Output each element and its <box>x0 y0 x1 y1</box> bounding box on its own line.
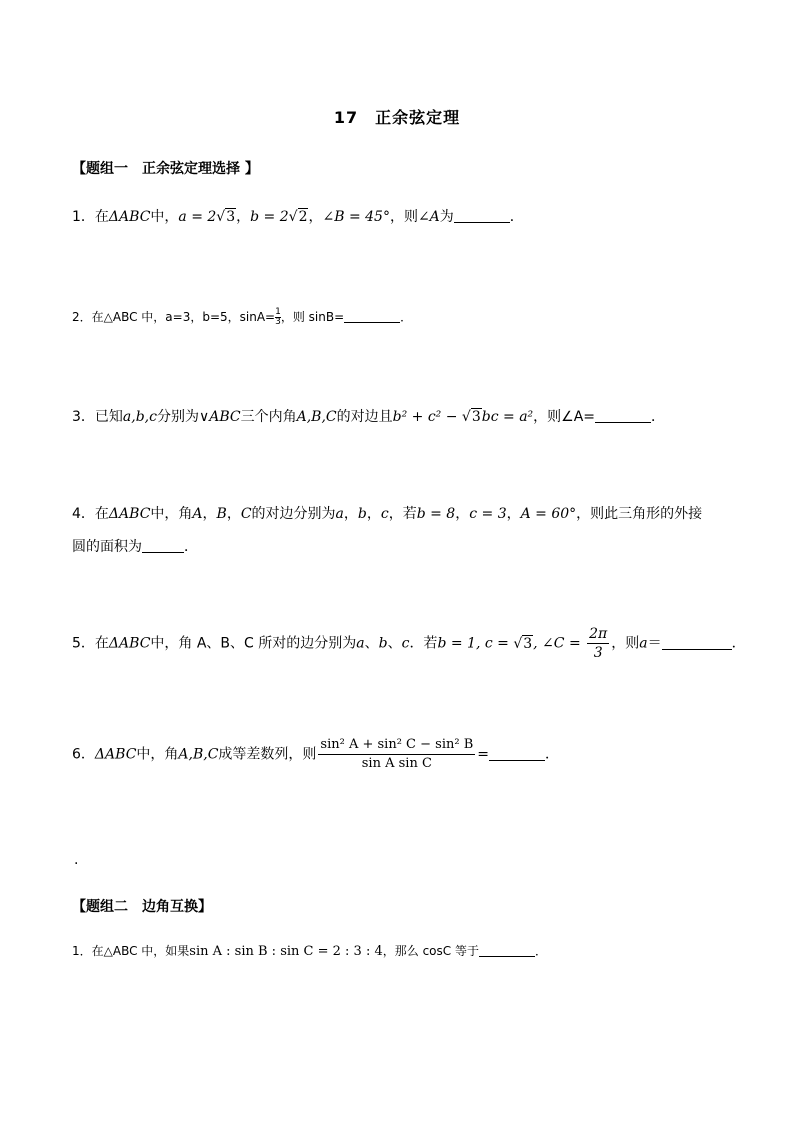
question-number: 5． <box>72 635 95 652</box>
math-var: a <box>639 635 648 652</box>
text: 的对边且 <box>336 409 393 425</box>
math-var: b <box>378 635 388 652</box>
math-eq: ＝ <box>647 635 662 652</box>
math-triangle: ΔABC <box>108 635 151 652</box>
question-number: 1． <box>72 209 95 225</box>
math-eq: b = 8 <box>416 506 456 522</box>
question-2-1 <box>72 942 547 961</box>
math-eq: bc = a² <box>481 409 534 425</box>
separator: ， <box>226 506 241 522</box>
question-1-2 <box>72 308 412 327</box>
period: ． <box>545 746 559 763</box>
math-triangle: ΔABC <box>108 506 151 522</box>
answer-blank[interactable] <box>595 408 651 423</box>
text: ，若 <box>388 506 417 522</box>
question-number: 2． <box>72 310 92 324</box>
answer-blank[interactable] <box>479 942 535 957</box>
answer-blank[interactable] <box>489 746 545 761</box>
separator: ， <box>455 506 470 522</box>
text: ，则 sinB= <box>280 310 345 324</box>
math-triangle: ∨ABC <box>198 409 241 425</box>
math-angles: A,B,C <box>296 409 337 425</box>
text: 中，角 <box>150 506 193 522</box>
text: 为 <box>439 209 454 225</box>
question-number: 6． <box>72 746 95 763</box>
answer-blank[interactable] <box>142 538 184 553</box>
sqrt: √3 <box>216 209 236 225</box>
text: 在△ABC 中，a=3，b=5，sinA= <box>91 310 276 324</box>
text: 成等差数列，则 <box>218 746 317 763</box>
math-eq: c = 3 <box>469 506 507 522</box>
text: 已知 <box>94 409 123 425</box>
separator: ， <box>506 506 521 522</box>
math-eq: b = 1, c = <box>437 635 514 652</box>
text: ，则∠A= <box>533 409 596 425</box>
math-angle: ∠A <box>417 209 440 225</box>
question-1-3 <box>72 408 665 426</box>
math-var: c <box>401 635 410 652</box>
period: ． <box>400 310 413 324</box>
text: 中， <box>150 209 179 225</box>
math-var: B <box>216 506 227 522</box>
math-var: b <box>357 506 367 522</box>
math-eq: sin A : sin B : sin C = 2 : 3 : 4 <box>189 944 383 959</box>
answer-blank[interactable] <box>662 635 732 650</box>
math-angles: A,B,C <box>178 746 219 763</box>
separator: 、 <box>387 635 402 652</box>
math-var: c <box>380 506 389 522</box>
math-triangle: ΔABC <box>94 746 137 763</box>
question-1-4-line1 <box>72 505 702 523</box>
math-eq: A = 60° <box>520 506 577 522</box>
text: 分别为 <box>156 409 199 425</box>
math-var: A <box>192 506 203 522</box>
question-1-4-line2 <box>72 538 198 556</box>
fraction: $\frac{\text{sin² A + sin² C − sin² B}}{\text{sin A sin C}}$ <box>320 737 474 771</box>
math-eq: a = 2 <box>178 209 217 225</box>
separator: ， <box>236 209 251 225</box>
math-eq: b = 2 <box>250 209 289 225</box>
sqrt: √3 <box>513 635 533 652</box>
text: 在 <box>94 635 109 652</box>
separator: 、 <box>364 635 379 652</box>
sqrt: √3 <box>461 409 481 425</box>
question-1-5 <box>72 625 746 662</box>
text: ，则此三角形的外接 <box>576 506 703 522</box>
math-sides: a,b,c <box>122 409 157 425</box>
math-var: C <box>240 506 252 522</box>
math-eq: = <box>477 746 489 763</box>
separator: ， <box>308 209 323 225</box>
text: ，则 <box>611 635 640 652</box>
separator: ， <box>343 506 358 522</box>
text: 在 <box>94 209 109 225</box>
question-1-1 <box>72 208 524 226</box>
text: ．若 <box>409 635 438 652</box>
answer-blank[interactable] <box>454 208 510 223</box>
period: ． <box>509 209 524 225</box>
text: 中，角 <box>136 746 179 763</box>
answer-blank[interactable] <box>344 308 400 323</box>
question-number: 3． <box>72 409 95 425</box>
stray-dot: . <box>74 852 79 868</box>
period: ． <box>534 944 547 958</box>
math-eq: , ∠C = <box>533 635 586 652</box>
math-triangle: ΔABC <box>108 209 151 225</box>
math-eq: b² + c² − <box>392 409 462 425</box>
sqrt: √2 <box>288 209 308 225</box>
section-heading-group1: 【题组一 正余弦定理选择 】 <box>72 161 259 177</box>
fraction: $\frac{1}{3}$ <box>275 307 281 327</box>
separator: ， <box>366 506 381 522</box>
text: 在 <box>94 506 109 522</box>
math-var: a <box>356 635 365 652</box>
text: ，那么 cosC 等于 <box>382 944 479 958</box>
text: 三个内角 <box>240 409 297 425</box>
separator: ， <box>202 506 217 522</box>
page-title: 17 正余弦定理 <box>333 108 461 127</box>
section-heading-group2: 【题组二 边角互换】 <box>72 899 212 915</box>
text: 圆的面积为 <box>72 539 142 555</box>
text: 在△ABC 中，如果 <box>91 944 190 958</box>
fraction: $\frac{2\pi}{3}$ <box>589 626 608 661</box>
question-number: 4． <box>72 506 95 522</box>
period: ． <box>651 409 666 425</box>
math-var: a <box>335 506 344 522</box>
text: 中，角 A、B、C 所对的边分别为 <box>150 635 357 652</box>
period: ． <box>731 635 746 652</box>
math-eq: ∠B = 45° <box>322 209 390 225</box>
period: ． <box>184 539 198 555</box>
text: ，则 <box>389 209 418 225</box>
question-1-6 <box>72 736 559 773</box>
text: 的对边分别为 <box>251 506 336 522</box>
question-number: 1． <box>72 944 92 958</box>
